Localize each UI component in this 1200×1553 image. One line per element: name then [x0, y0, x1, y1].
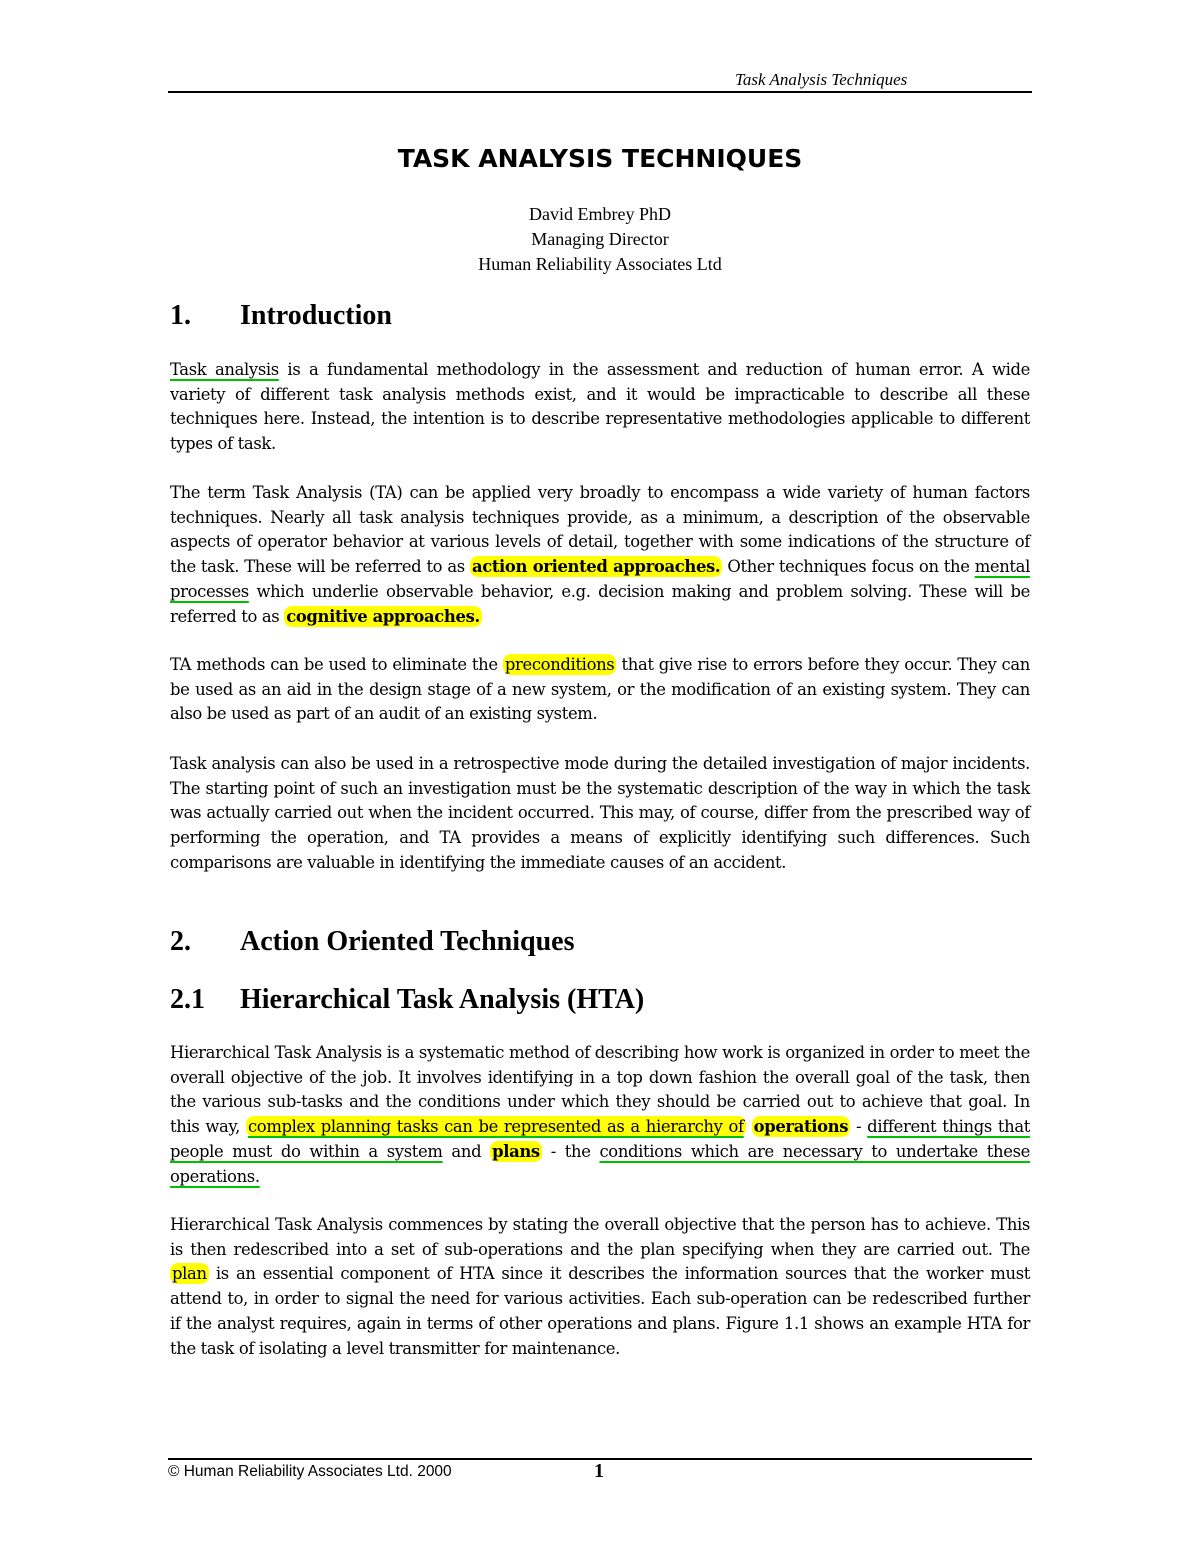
section-2-heading	[170, 926, 574, 958]
section-1-number: 1.	[170, 300, 191, 331]
author-org: Human Reliability Associates Ltd	[478, 254, 722, 274]
hta-paragraph-1	[170, 1041, 1030, 1189]
highlight-cognitive: cognitive approaches.	[286, 606, 480, 626]
intro-paragraph-2	[170, 481, 1030, 629]
author-name: David Embrey PhD	[529, 204, 671, 224]
text-run: TA methods can be used to eliminate the	[170, 655, 503, 674]
text-run: The term Task Analysis (TA) can be applied very broadly to encompass a wide variety of human factors techniques. Nearly all task analysis techniques provide, as a minimum, a description of the observable aspects of operator behavior at various levels of detail, together with some indications of the structure of the task. These will be referred to as	[170, 483, 1030, 577]
text-run: that give rise to errors before they occur. They can be used as an aid in the design stage of a new system, or the modification of an existing system. They can also be used as part of an audit of an existing system.	[170, 655, 1031, 724]
author-role: Managing Director	[531, 229, 669, 249]
section-2-1-title: Hierarchical Task Analysis (HTA)	[240, 984, 645, 1015]
highlight-complex-planning: complex planning tasks can be represented as a hierarchy of	[247, 1117, 744, 1137]
highlight-operations: operations	[753, 1117, 849, 1137]
section-2-1-number: 2.1	[170, 984, 205, 1015]
section-2-title: Action Oriented Techniques	[240, 926, 575, 957]
section-1-heading	[170, 300, 392, 332]
footer-copyright: © Human Reliability Associates Ltd. 2000	[168, 1463, 452, 1480]
text-run: is an essential component of HTA since it describes the information sources that the worker must attend to, in order to signal the need for various activities. Each sub-operation can be redescribed further if the analyst requires, again in terms of other operations and plans. Figure 1.1 shows an example HTA for the task of isolating a level transmitter for maintenance.	[170, 1264, 1030, 1358]
highlight-plan: plan	[172, 1264, 207, 1284]
underlined-phrase: mental processes	[170, 557, 1030, 601]
author-block	[168, 202, 1032, 277]
underlined-phrase: conditions which are necessary to undertake these operations.	[170, 1141, 1030, 1186]
text-run: which underlie observable behavior, e.g. decision making and problem solving. These will be referred to as	[170, 581, 1030, 626]
section-1-title: Introduction	[240, 300, 392, 331]
document-title: TASK ANALYSIS TECHNIQUES	[397, 144, 803, 173]
underlined-phrase: Task analysis	[170, 360, 279, 379]
section-2-number: 2.	[170, 926, 191, 957]
text-run: Hierarchical Task Analysis commences by stating the overall objective that the person has to achieve. This is then redescribed into a set of sub-operations and the plan specifying when they are carried out. The	[170, 1215, 1030, 1259]
highlight-preconditions: preconditions	[504, 655, 615, 674]
hta-paragraph-2	[170, 1213, 1030, 1361]
intro-paragraph-1	[170, 358, 1030, 457]
text-run: -	[850, 1117, 868, 1137]
text-run: Hierarchical Task Analysis is a systematic method of describing how work is organized in order to meet the overall objective of the job. It involves identifying in a top down fashion the overall goal of the task, then the various sub-tasks and the conditions under which they should be carried out to achieve that goal. In this way,	[170, 1043, 1030, 1137]
section-2-1-heading	[170, 984, 644, 1016]
text-run: and	[442, 1141, 491, 1161]
intro-paragraph-3	[170, 653, 1030, 727]
text-run: - the	[541, 1141, 600, 1161]
text-run: Other techniques focus on the	[722, 557, 975, 577]
text-run	[746, 1117, 752, 1136]
highlight-plans: plans	[492, 1141, 540, 1161]
text-run: is a fundamental methodology in the assessment and reduction of human error. A wide variety of different task analysis methods exist, and it would be impracticable to describe all these techniques here. Instead, the intention is to describe representative methodologies applicable to different types of task.	[170, 360, 1031, 454]
page-number: 1	[594, 1460, 604, 1482]
header-rule	[168, 91, 1032, 93]
running-header: Task Analysis Techniques	[735, 70, 908, 89]
underlined-phrase: different things that people must do within a system	[170, 1117, 1030, 1161]
intro-paragraph-4: Task analysis can also be used in a retrospective mode during the detailed investigation of major incidents. The starting point of such an investigation must be the systematic description of the way in which the task was actually carried out when the incident occurred. This may, of course, differ from the prescribed way of performing the operation, and TA provides a means of explicitly identifying such differences. Such comparisons are valuable in identifying the immediate causes of an accident.	[170, 754, 1030, 872]
highlight-action-oriented: action oriented approaches.	[471, 557, 721, 577]
